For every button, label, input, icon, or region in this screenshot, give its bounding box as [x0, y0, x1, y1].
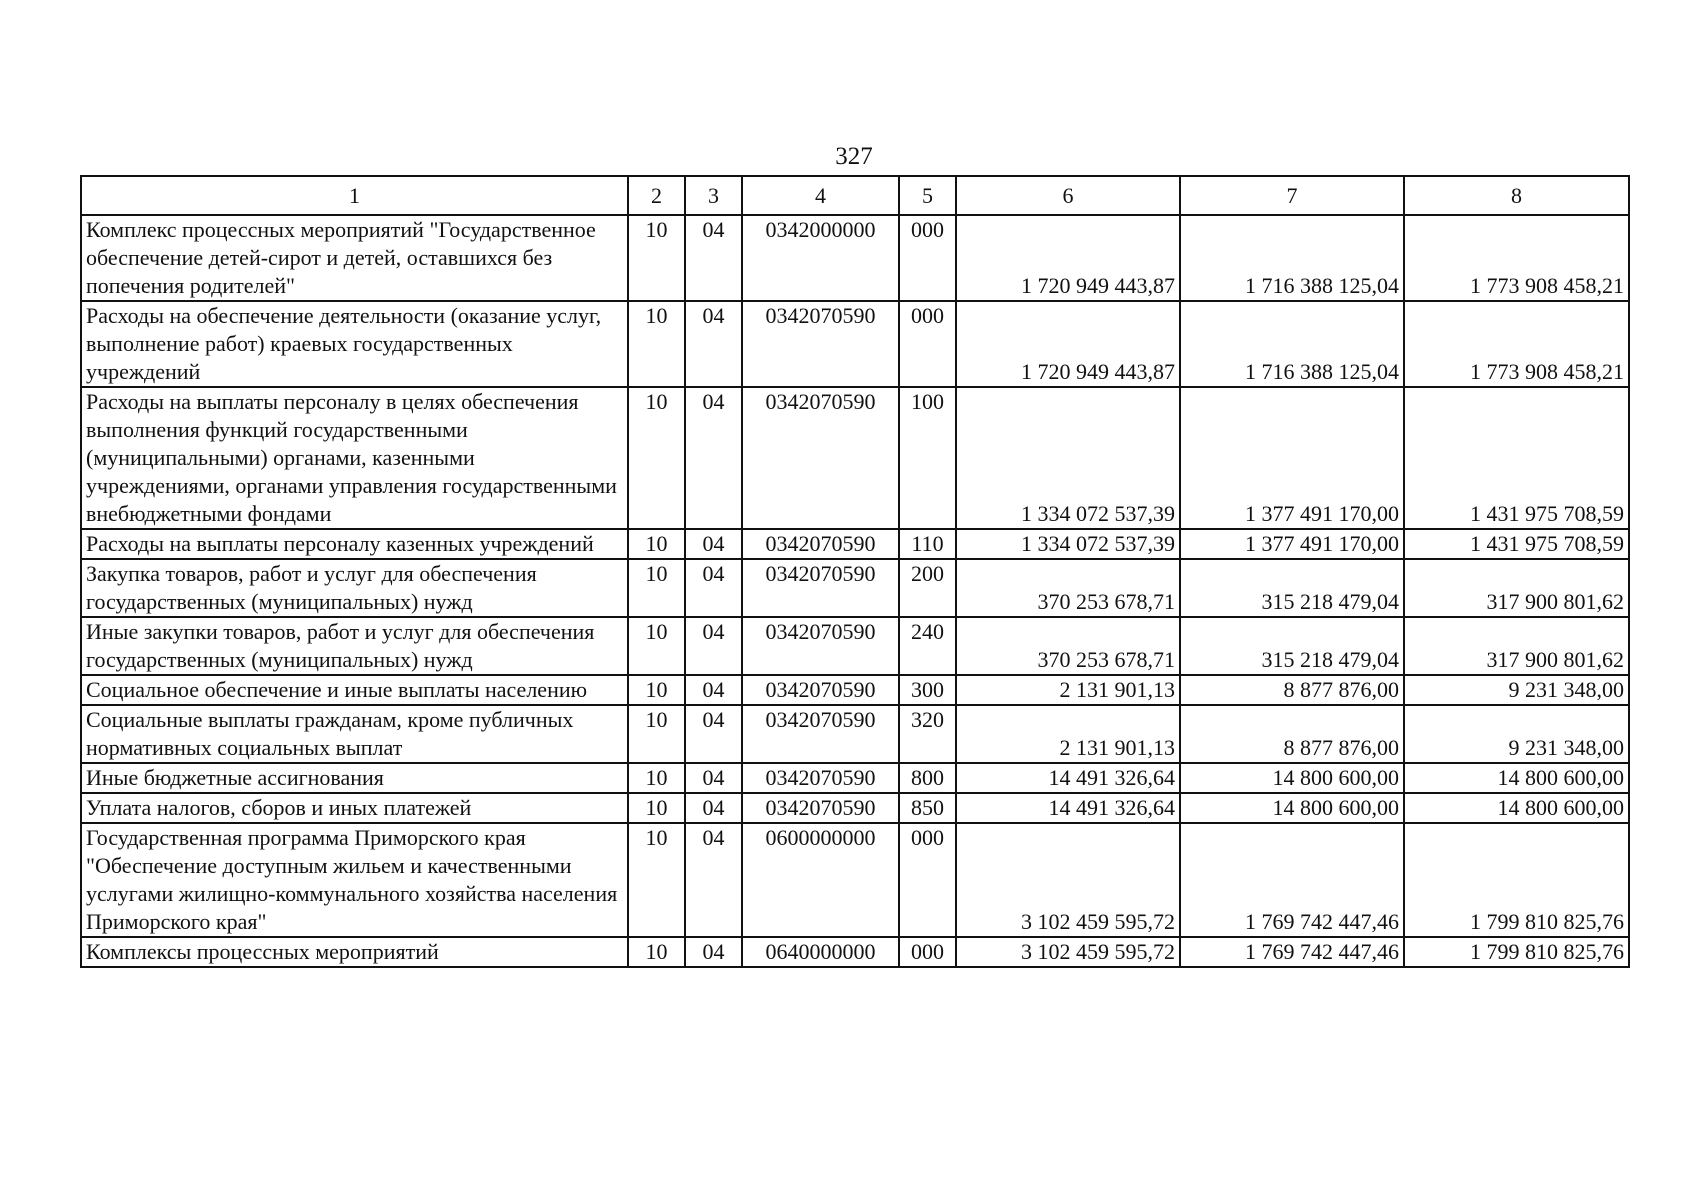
- row-target-item: 0342000000: [742, 215, 899, 301]
- row-target-item: 0342070590: [742, 301, 899, 387]
- table-row: [81, 793, 1629, 823]
- row-expense-type: 000: [899, 823, 956, 937]
- row-amount-col7: 8 877 876,00: [1180, 705, 1404, 763]
- row-expense-type: 000: [899, 937, 956, 967]
- row-name: Расходы на обеспечение деятельности (оказание услуг, выполнение работ) краевых государственных учреждений: [81, 301, 628, 387]
- row-subsection: 04: [685, 301, 742, 387]
- row-expense-type: 320: [899, 705, 956, 763]
- column-header: 3: [685, 176, 742, 215]
- column-header: 5: [899, 176, 956, 215]
- row-amount-col8: 317 900 801,62: [1404, 559, 1629, 617]
- row-name: Иные закупки товаров, работ и услуг для обеспечения государственных (муниципальных) нужд: [81, 617, 628, 675]
- column-header: 7: [1180, 176, 1404, 215]
- row-name: Комплексы процессных мероприятий: [81, 937, 628, 967]
- row-amount-col6: 370 253 678,71: [956, 559, 1180, 617]
- budget-table: [80, 175, 1630, 968]
- row-amount-col6: 1 720 949 443,87: [956, 301, 1180, 387]
- row-amount-col7: 1 716 388 125,04: [1180, 215, 1404, 301]
- row-target-item: 0342070590: [742, 793, 899, 823]
- row-expense-type: 200: [899, 559, 956, 617]
- table-row: [81, 617, 1629, 675]
- column-header: 1: [81, 176, 628, 215]
- row-subsection: 04: [685, 675, 742, 705]
- row-amount-col8: 1 431 975 708,59: [1404, 529, 1629, 559]
- row-subsection: 04: [685, 823, 742, 937]
- row-amount-col8: 1 799 810 825,76: [1404, 937, 1629, 967]
- row-section: 10: [628, 823, 685, 937]
- row-name: Иные бюджетные ассигнования: [81, 763, 628, 793]
- table-row: [81, 529, 1629, 559]
- row-name: Расходы на выплаты персоналу казенных учреждений: [81, 529, 628, 559]
- row-name: Расходы на выплаты персоналу в целях обеспечения выполнения функций государственными (муниципальными) органами, казенными учреждениями, органами управления государственными внебюджетными фондами: [81, 387, 628, 529]
- column-header: 2: [628, 176, 685, 215]
- row-amount-col6: 3 102 459 595,72: [956, 823, 1180, 937]
- row-expense-type: 110: [899, 529, 956, 559]
- row-amount-col7: 8 877 876,00: [1180, 675, 1404, 705]
- row-subsection: 04: [685, 559, 742, 617]
- row-subsection: 04: [685, 215, 742, 301]
- row-expense-type: 000: [899, 215, 956, 301]
- row-amount-col6: 1 334 072 537,39: [956, 387, 1180, 529]
- row-expense-type: 300: [899, 675, 956, 705]
- row-amount-col8: 1 773 908 458,21: [1404, 301, 1629, 387]
- row-subsection: 04: [685, 617, 742, 675]
- row-amount-col6: 1 720 949 443,87: [956, 215, 1180, 301]
- row-amount-col6: 3 102 459 595,72: [956, 937, 1180, 967]
- row-name: Комплекс процессных мероприятий "Государственное обеспечение детей-сирот и детей, оставшихся без попечения родителей": [81, 215, 628, 301]
- row-name: Закупка товаров, работ и услуг для обеспечения государственных (муниципальных) нужд: [81, 559, 628, 617]
- row-expense-type: 000: [899, 301, 956, 387]
- table-row: [81, 823, 1629, 937]
- row-section: 10: [628, 937, 685, 967]
- row-amount-col8: 14 800 600,00: [1404, 763, 1629, 793]
- header-row: [81, 176, 1629, 215]
- row-amount-col7: 1 377 491 170,00: [1180, 387, 1404, 529]
- row-target-item: 0342070590: [742, 529, 899, 559]
- column-header: 6: [956, 176, 1180, 215]
- row-section: 10: [628, 559, 685, 617]
- row-expense-type: 850: [899, 793, 956, 823]
- table-row: [81, 215, 1629, 301]
- row-target-item: 0342070590: [742, 675, 899, 705]
- row-subsection: 04: [685, 529, 742, 559]
- row-target-item: 0342070590: [742, 705, 899, 763]
- row-name: Социальное обеспечение и иные выплаты населению: [81, 675, 628, 705]
- table-row: [81, 937, 1629, 967]
- row-subsection: 04: [685, 937, 742, 967]
- row-target-item: 0342070590: [742, 387, 899, 529]
- row-amount-col6: 1 334 072 537,39: [956, 529, 1180, 559]
- row-amount-col6: 2 131 901,13: [956, 705, 1180, 763]
- table-row: [81, 559, 1629, 617]
- row-section: 10: [628, 617, 685, 675]
- row-amount-col8: 9 231 348,00: [1404, 675, 1629, 705]
- table-row: [81, 705, 1629, 763]
- row-amount-col6: 2 131 901,13: [956, 675, 1180, 705]
- row-amount-col7: 315 218 479,04: [1180, 617, 1404, 675]
- row-amount-col6: 14 491 326,64: [956, 793, 1180, 823]
- row-section: 10: [628, 763, 685, 793]
- row-section: 10: [628, 215, 685, 301]
- row-amount-col7: 14 800 600,00: [1180, 763, 1404, 793]
- row-amount-col8: 1 799 810 825,76: [1404, 823, 1629, 937]
- row-section: 10: [628, 529, 685, 559]
- row-section: 10: [628, 705, 685, 763]
- page-number: 327: [835, 143, 873, 170]
- row-amount-col7: 1 377 491 170,00: [1180, 529, 1404, 559]
- row-section: 10: [628, 793, 685, 823]
- row-name: Уплата налогов, сборов и иных платежей: [81, 793, 628, 823]
- row-target-item: 0342070590: [742, 763, 899, 793]
- row-amount-col8: 14 800 600,00: [1404, 793, 1629, 823]
- row-expense-type: 100: [899, 387, 956, 529]
- row-amount-col8: 1 773 908 458,21: [1404, 215, 1629, 301]
- row-section: 10: [628, 301, 685, 387]
- table-row: [81, 387, 1629, 529]
- row-expense-type: 800: [899, 763, 956, 793]
- table-row: [81, 675, 1629, 705]
- row-target-item: 0640000000: [742, 937, 899, 967]
- column-header: 8: [1404, 176, 1629, 215]
- row-amount-col7: 1 769 742 447,46: [1180, 937, 1404, 967]
- row-expense-type: 240: [899, 617, 956, 675]
- row-amount-col6: 14 491 326,64: [956, 763, 1180, 793]
- row-amount-col7: 315 218 479,04: [1180, 559, 1404, 617]
- row-section: 10: [628, 387, 685, 529]
- row-amount-col7: 1 716 388 125,04: [1180, 301, 1404, 387]
- row-amount-col8: 317 900 801,62: [1404, 617, 1629, 675]
- row-subsection: 04: [685, 705, 742, 763]
- row-target-item: 0342070590: [742, 559, 899, 617]
- row-section: 10: [628, 675, 685, 705]
- row-target-item: 0342070590: [742, 617, 899, 675]
- row-target-item: 0600000000: [742, 823, 899, 937]
- row-name: Социальные выплаты гражданам, кроме публичных нормативных социальных выплат: [81, 705, 628, 763]
- row-amount-col6: 370 253 678,71: [956, 617, 1180, 675]
- row-subsection: 04: [685, 387, 742, 529]
- row-amount-col7: 1 769 742 447,46: [1180, 823, 1404, 937]
- table-row: [81, 301, 1629, 387]
- row-amount-col8: 9 231 348,00: [1404, 705, 1629, 763]
- row-subsection: 04: [685, 763, 742, 793]
- row-amount-col8: 1 431 975 708,59: [1404, 387, 1629, 529]
- column-header: 4: [742, 176, 899, 215]
- table-row: [81, 763, 1629, 793]
- row-name: Государственная программа Приморского края "Обеспечение доступным жильем и качественными услугами жилищно-коммунального хозяйства населения Приморского края": [81, 823, 628, 937]
- row-amount-col7: 14 800 600,00: [1180, 793, 1404, 823]
- row-subsection: 04: [685, 793, 742, 823]
